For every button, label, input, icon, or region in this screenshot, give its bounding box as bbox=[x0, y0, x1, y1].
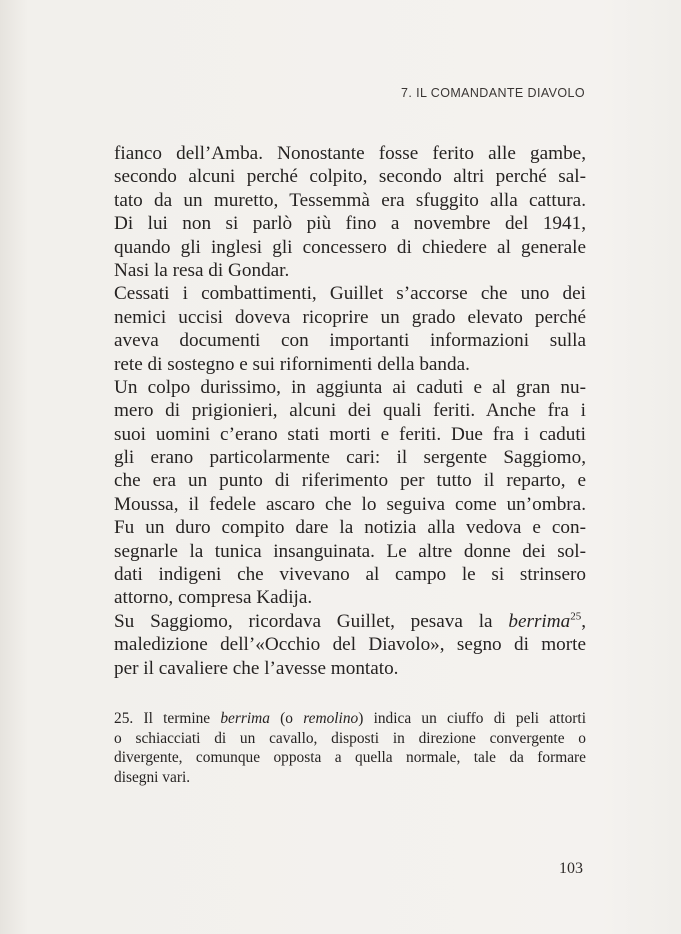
footnote-italic-term: berrima bbox=[220, 710, 270, 727]
footnote-first-line bbox=[114, 709, 586, 729]
text-line: quando gli inglesi gli concessero di chiedere al generale bbox=[114, 236, 586, 258]
text-line: Nasi la resa di Gondar. bbox=[114, 259, 290, 281]
text-line: nemici uccisi doveva ricoprire un grado elevato perché bbox=[114, 306, 586, 328]
text-line: mero di prigionieri, alcuni dei quali feriti. Anche fra i bbox=[114, 400, 586, 422]
text-line: Fu un duro compito dare la notizia alla vedova e con- bbox=[114, 517, 586, 539]
footnote-segment: (o bbox=[269, 710, 304, 727]
text-line: Cessati i combattimenti, Guillet s’accorse che uno dei bbox=[114, 283, 586, 305]
footnote bbox=[114, 709, 586, 787]
text-line: rete di sostegno e sui rifornimenti della banda. bbox=[114, 353, 470, 375]
text-line: aveva documenti con importanti informazioni sulla bbox=[114, 330, 586, 352]
text-line: che era un punto di riferimento per tutto il reparto, e bbox=[114, 470, 586, 492]
italic-term: berrima bbox=[508, 610, 571, 632]
text-line: attorno, compresa Kadija. bbox=[114, 587, 313, 609]
body-text bbox=[114, 142, 586, 680]
text-line: maledizione dell’«Occhio del Diavolo», segno di morte bbox=[114, 634, 586, 656]
text-line: fianco dell’Amba. Nonostante fosse ferito alle gambe, bbox=[114, 143, 586, 164]
page-number: 103 bbox=[559, 860, 583, 877]
footnote-line: divergente, comunque opposta a quella normale, tale da formare bbox=[114, 749, 586, 767]
text-line: segnarle la tunica insanguinata. Le altre donne dei sol- bbox=[114, 540, 586, 562]
footnote-segment: ) indica un ciuffo di peli attorti bbox=[358, 710, 586, 727]
text-line: suoi uomini c’erano stati morti e feriti. Due fra i caduti bbox=[114, 423, 586, 445]
footnote-number: 25. bbox=[114, 710, 134, 727]
footnote-reference[interactable]: 25 bbox=[570, 610, 582, 623]
text-line-with-footnote-ref bbox=[114, 610, 586, 633]
text-line-segment: Su Saggiomo, ricordava Guillet, pesava la bbox=[114, 610, 509, 632]
text-line: Di lui non si parlò più fino a novembre del 1941, bbox=[114, 213, 586, 235]
footnote-line: disegni vari. bbox=[114, 768, 191, 786]
footnote-italic-term: remolino bbox=[303, 710, 359, 727]
footnote-segment: Il termine bbox=[143, 710, 221, 727]
footnote-line: o schiacciati di un cavallo, disposti in direzione convergente o bbox=[114, 729, 586, 747]
text-line: tato da un muretto, Tessemmà era sfuggito alla cattura. bbox=[114, 189, 586, 211]
trailing-comma: , bbox=[581, 610, 586, 632]
running-header: 7. IL COMANDANTE DIAVOLO bbox=[401, 86, 585, 100]
text-line: Un colpo durissimo, in aggiunta ai caduti e al gran nu- bbox=[114, 376, 586, 398]
text-line: per il cavaliere che l’avesse montato. bbox=[114, 657, 399, 679]
text-line: dati indigeni che vivevano al campo le si strinsero bbox=[114, 564, 586, 586]
text-line: Moussa, il fedele ascaro che lo seguiva come un’ombra. bbox=[114, 493, 586, 515]
text-line: secondo alcuni perché colpito, secondo altri perché sal- bbox=[114, 166, 586, 188]
text-line: gli erano particolarmente cari: il sergente Saggiomo, bbox=[114, 447, 586, 469]
